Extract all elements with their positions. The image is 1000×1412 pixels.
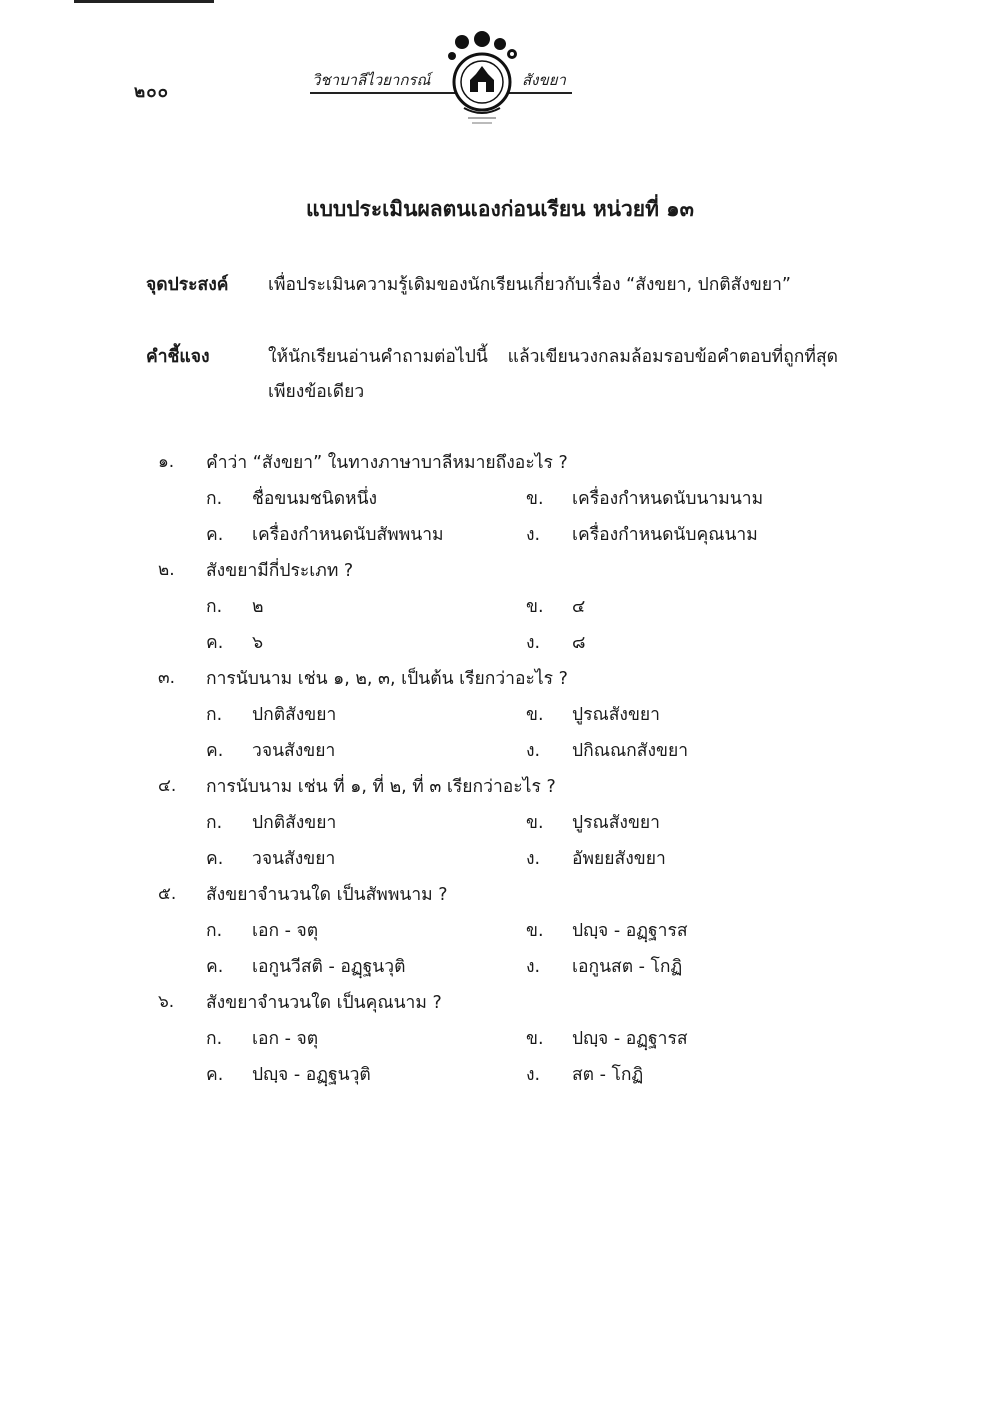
question-number: ๑.	[158, 452, 175, 472]
option-text: วจนสังขยา	[252, 849, 336, 869]
answer-option[interactable]	[526, 736, 688, 764]
option-letter: ค.	[206, 1065, 224, 1085]
answer-option[interactable]	[206, 1024, 318, 1052]
option-letter: ค.	[206, 525, 224, 545]
option-letter: ก.	[206, 813, 223, 833]
option-text: ปญฺจ - อฏฺฐารส	[572, 921, 688, 941]
option-letter: ข.	[526, 921, 544, 941]
question-number: ๖.	[158, 992, 175, 1012]
option-text: ปญฺจ - อฏฺฐนวุติ	[252, 1065, 371, 1085]
answer-option[interactable]	[526, 916, 688, 944]
option-text: ปกติสังขยา	[252, 705, 337, 725]
option-text: ๖	[252, 633, 264, 653]
answer-option[interactable]	[206, 484, 377, 512]
option-letter: ง.	[526, 525, 541, 545]
option-letter: ก.	[206, 705, 223, 725]
option-text: ปกติสังขยา	[252, 813, 337, 833]
option-letter: ก.	[206, 489, 223, 509]
option-text: อัพยยสังขยา	[572, 849, 666, 869]
option-letter: ค.	[206, 633, 224, 653]
page-header	[0, 0, 1000, 140]
objective-label: จุดประสงค์	[146, 275, 229, 295]
question-text: สังขยาจำนวนใด เป็นสัพพนาม ?	[206, 885, 448, 905]
question-item	[0, 664, 1000, 772]
answer-option[interactable]	[206, 628, 263, 656]
answer-option[interactable]	[526, 628, 586, 656]
question-number: ๒.	[158, 560, 175, 580]
question-number: ๕.	[158, 884, 177, 904]
option-text: สต - โกฏิ	[572, 1065, 644, 1085]
question-number: ๓.	[158, 668, 176, 688]
option-letter: ง.	[526, 741, 541, 761]
option-text: ปูรณสังขยา	[572, 705, 661, 725]
answer-option[interactable]	[526, 1060, 643, 1088]
answer-option[interactable]	[526, 952, 682, 980]
page-title: แบบประเมินผลตนเองก่อนเรียน หน่วยที่ ๑๓	[306, 197, 694, 221]
option-letter: ง.	[526, 849, 541, 869]
question-item	[0, 556, 1000, 664]
option-text: ชื่อขนมชนิดหนึ่ง	[252, 489, 378, 509]
question-item	[0, 772, 1000, 880]
header-subject: วิชาบาลีไวยากรณ์	[312, 71, 431, 89]
question-text: คำว่า “สังขยา” ในทางภาษาบาลีหมายถึงอะไร ?	[206, 453, 568, 473]
question-number: ๔.	[158, 776, 177, 796]
answer-option[interactable]	[526, 700, 660, 728]
option-letter: ข.	[526, 1029, 544, 1049]
option-letter: ก.	[206, 921, 223, 941]
option-text: เครื่องกำหนดนับคุณนาม	[572, 525, 758, 545]
answer-option[interactable]	[206, 808, 336, 836]
answer-option[interactable]	[206, 700, 336, 728]
instruction-text: ให้นักเรียนอ่านคำถามต่อไปนี้ แล้วเขียนวงกลมล้อมรอบข้อคำตอบที่ถูกที่สุดเพียงข้อเดียว	[268, 347, 838, 402]
option-text: ๘	[572, 633, 586, 653]
header-topic: สังขยา	[522, 71, 566, 89]
question-text: การนับนาม เช่น ๑, ๒, ๓, เป็นต้น เรียกว่าอะไร ?	[206, 669, 568, 689]
option-text: เอก - จตุ	[252, 921, 319, 941]
answer-option[interactable]	[206, 916, 318, 944]
objective-text: เพื่อประเมินความรู้เดิมของนักเรียนเกี่ยวกับเรื่อง “สังขยา, ปกติสังขยา”	[268, 275, 791, 295]
question-item	[0, 880, 1000, 988]
option-letter: ง.	[526, 633, 541, 653]
answer-option[interactable]	[526, 1024, 688, 1052]
option-text: เครื่องกำหนดนับนามนาม	[572, 489, 764, 509]
answer-option[interactable]	[206, 520, 444, 548]
option-letter: ค.	[206, 741, 224, 761]
answer-option[interactable]	[526, 844, 666, 872]
answer-option[interactable]	[526, 808, 660, 836]
question-item	[0, 448, 1000, 556]
option-text: เอกูนสต - โกฏิ	[572, 957, 683, 977]
option-text: ๒	[252, 597, 264, 617]
option-letter: ง.	[526, 1065, 541, 1085]
question-text: สังขยาจำนวนใด เป็นคุณนาม ?	[206, 993, 442, 1013]
answer-option[interactable]	[526, 520, 758, 548]
option-text: เครื่องกำหนดนับสัพพนาม	[252, 525, 444, 545]
question-text: การนับนาม เช่น ที่ ๑, ที่ ๒, ที่ ๓ เรียกว่าอะไร ?	[206, 777, 556, 797]
option-letter: ก.	[206, 1029, 223, 1049]
answer-option[interactable]	[206, 1060, 371, 1088]
option-letter: ค.	[206, 849, 224, 869]
option-letter: ข.	[526, 705, 544, 725]
page-number: ๒๐๐	[134, 82, 169, 102]
option-text: เอก - จตุ	[252, 1029, 319, 1049]
answer-option[interactable]	[206, 736, 335, 764]
option-letter: ก.	[206, 597, 223, 617]
emblem-logo-icon	[440, 30, 524, 130]
answer-option[interactable]	[206, 592, 264, 620]
option-letter: ข.	[526, 597, 544, 617]
question-item	[0, 988, 1000, 1096]
answer-option[interactable]	[206, 844, 335, 872]
option-text: ปญฺจ - อฏฺฐารส	[572, 1029, 688, 1049]
option-letter: ข.	[526, 813, 544, 833]
option-text: วจนสังขยา	[252, 741, 336, 761]
option-letter: ข.	[526, 489, 544, 509]
answer-option[interactable]	[526, 592, 585, 620]
question-text: สังขยามีกี่ประเภท ?	[206, 561, 354, 581]
answer-option[interactable]	[206, 952, 405, 980]
option-text: ปูรณสังขยา	[572, 813, 661, 833]
option-letter: ง.	[526, 957, 541, 977]
option-letter: ค.	[206, 957, 224, 977]
option-text: ๔	[572, 597, 586, 617]
instruction-label: คำชี้แจง	[146, 347, 210, 367]
option-text: ปกิณณกสังขยา	[572, 741, 689, 761]
answer-option[interactable]	[526, 484, 763, 512]
option-text: เอกูนวีสติ - อฏฺฐนวุติ	[252, 957, 406, 977]
